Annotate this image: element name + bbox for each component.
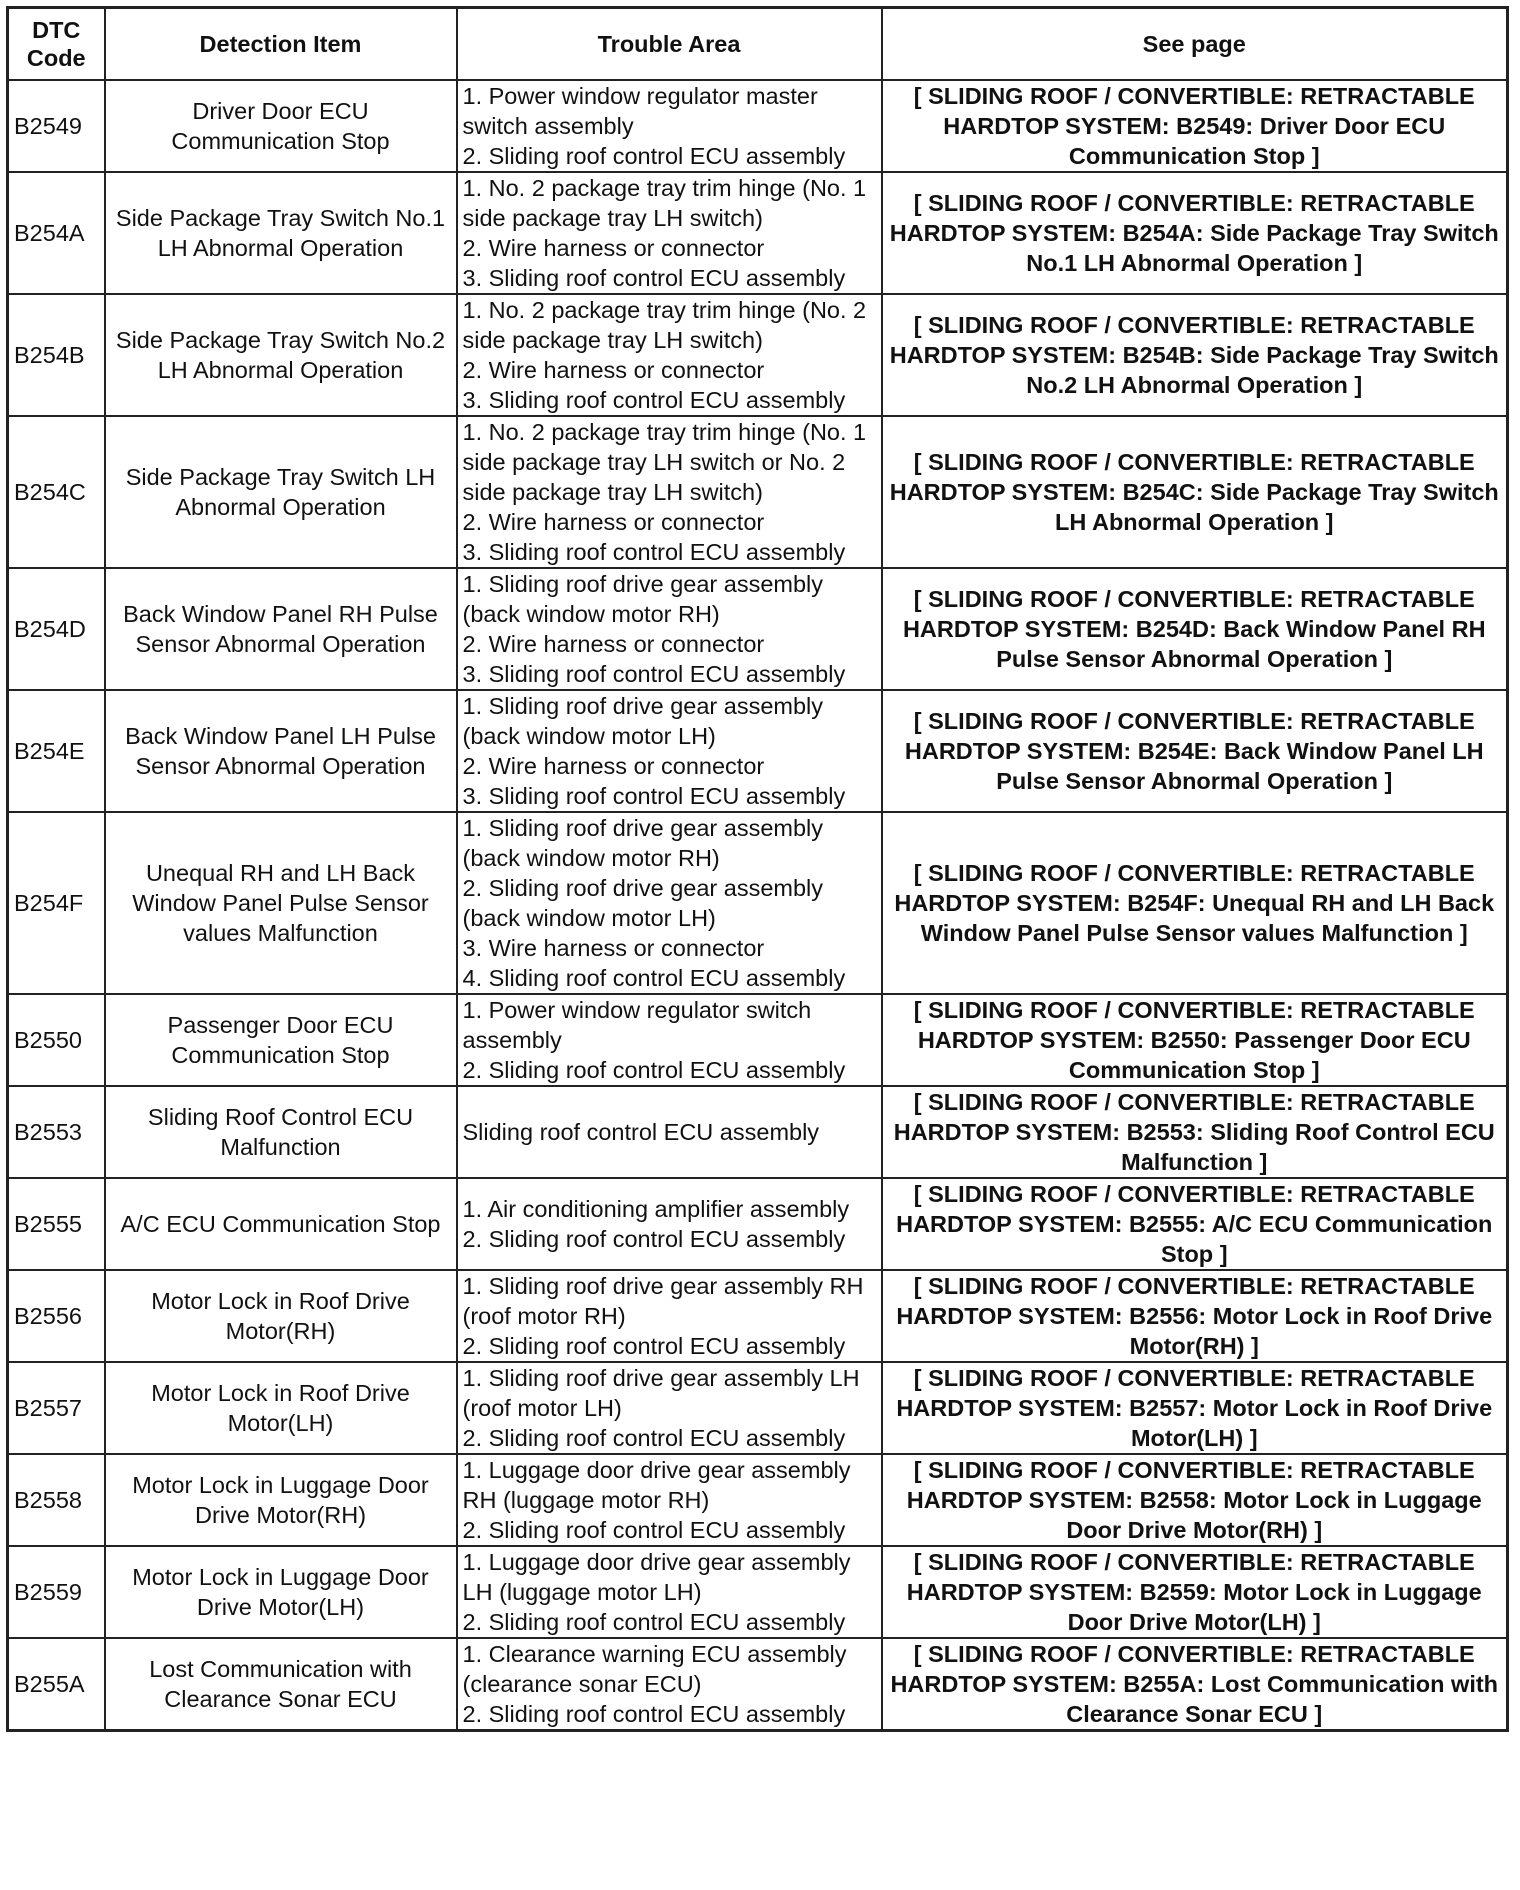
see-page-link[interactable]: [ SLIDING ROOF / CONVERTIBLE: RETRACTABLE HARDTOP SYSTEM: B254F: Unequal RH and LH Back Window Panel Pulse Sensor values Malfunction ] bbox=[882, 812, 1508, 994]
dtc-code-cell: B2550 bbox=[8, 994, 105, 1086]
trouble-area-cell: 1. Sliding roof drive gear assembly (back window motor RH) 2. Wire harness or connector 3. Sliding roof control ECU assembly bbox=[457, 568, 882, 690]
dtc-code-cell: B2549 bbox=[8, 80, 105, 172]
see-page-link[interactable]: [ SLIDING ROOF / CONVERTIBLE: RETRACTABLE HARDTOP SYSTEM: B254D: Back Window Panel RH Pulse Sensor Abnormal Operation ] bbox=[882, 568, 1508, 690]
table-row bbox=[8, 690, 1508, 812]
table-row bbox=[8, 1178, 1508, 1270]
dtc-code-cell: B2555 bbox=[8, 1178, 105, 1270]
table-row bbox=[8, 294, 1508, 416]
detection-item-cell: Side Package Tray Switch No.1 LH Abnormal Operation bbox=[105, 172, 457, 294]
trouble-area-cell: 1. Clearance warning ECU assembly (clearance sonar ECU) 2. Sliding roof control ECU assembly bbox=[457, 1638, 882, 1731]
dtc-code-cell: B255A bbox=[8, 1638, 105, 1731]
table-row bbox=[8, 172, 1508, 294]
detection-item-cell: Motor Lock in Luggage Door Drive Motor(RH) bbox=[105, 1454, 457, 1546]
see-page-link[interactable]: [ SLIDING ROOF / CONVERTIBLE: RETRACTABLE HARDTOP SYSTEM: B2558: Motor Lock in Luggage Door Drive Motor(RH) ] bbox=[882, 1454, 1508, 1546]
see-page-link[interactable]: [ SLIDING ROOF / CONVERTIBLE: RETRACTABLE HARDTOP SYSTEM: B254C: Side Package Tray Switch LH Abnormal Operation ] bbox=[882, 416, 1508, 568]
table-row bbox=[8, 1362, 1508, 1454]
trouble-area-cell: 1. Power window regulator master switch assembly 2. Sliding roof control ECU assembly bbox=[457, 80, 882, 172]
see-page-link[interactable]: [ SLIDING ROOF / CONVERTIBLE: RETRACTABLE HARDTOP SYSTEM: B255A: Lost Communication with Clearance Sonar ECU ] bbox=[882, 1638, 1508, 1731]
dtc-code-cell: B2553 bbox=[8, 1086, 105, 1178]
see-page-link[interactable]: [ SLIDING ROOF / CONVERTIBLE: RETRACTABLE HARDTOP SYSTEM: B2557: Motor Lock in Roof Drive Motor(LH) ] bbox=[882, 1362, 1508, 1454]
dtc-code-cell: B2556 bbox=[8, 1270, 105, 1362]
dtc-code-cell: B254A bbox=[8, 172, 105, 294]
detection-item-cell: Lost Communication with Clearance Sonar ECU bbox=[105, 1638, 457, 1731]
see-page-link[interactable]: [ SLIDING ROOF / CONVERTIBLE: RETRACTABLE HARDTOP SYSTEM: B2555: A/C ECU Communication Stop ] bbox=[882, 1178, 1508, 1270]
detection-item-cell: A/C ECU Communication Stop bbox=[105, 1178, 457, 1270]
detection-item-cell: Motor Lock in Luggage Door Drive Motor(LH) bbox=[105, 1546, 457, 1638]
detection-item-cell: Side Package Tray Switch No.2 LH Abnormal Operation bbox=[105, 294, 457, 416]
trouble-area-cell: 1. Sliding roof drive gear assembly (back window motor RH) 2. Sliding roof drive gear assembly (back window motor LH) 3. Wire harness or connector 4. Sliding roof control ECU assembly bbox=[457, 812, 882, 994]
detection-item-cell: Sliding Roof Control ECU Malfunction bbox=[105, 1086, 457, 1178]
detection-item-cell: Driver Door ECU Communication Stop bbox=[105, 80, 457, 172]
trouble-area-cell: 1. No. 2 package tray trim hinge (No. 1 side package tray LH switch or No. 2 side package tray LH switch) 2. Wire harness or connector 3. Sliding roof control ECU assembly bbox=[457, 416, 882, 568]
dtc-code-cell: B2557 bbox=[8, 1362, 105, 1454]
see-page-link[interactable]: [ SLIDING ROOF / CONVERTIBLE: RETRACTABLE HARDTOP SYSTEM: B254A: Side Package Tray Switch No.1 LH Abnormal Operation ] bbox=[882, 172, 1508, 294]
detection-item-cell: Back Window Panel RH Pulse Sensor Abnormal Operation bbox=[105, 568, 457, 690]
dtc-table bbox=[6, 6, 1509, 1732]
detection-item-cell: Back Window Panel LH Pulse Sensor Abnormal Operation bbox=[105, 690, 457, 812]
table-row bbox=[8, 812, 1508, 994]
table-row bbox=[8, 1086, 1508, 1178]
table-row bbox=[8, 1638, 1508, 1731]
trouble-area-cell: 1. Sliding roof drive gear assembly LH (roof motor LH) 2. Sliding roof control ECU assembly bbox=[457, 1362, 882, 1454]
table-row bbox=[8, 1454, 1508, 1546]
trouble-area-cell: Sliding roof control ECU assembly bbox=[457, 1086, 882, 1178]
detection-item-cell: Side Package Tray Switch LH Abnormal Operation bbox=[105, 416, 457, 568]
trouble-area-cell: 1. Luggage door drive gear assembly RH (luggage motor RH) 2. Sliding roof control ECU assembly bbox=[457, 1454, 882, 1546]
table-row bbox=[8, 416, 1508, 568]
see-page-link[interactable]: [ SLIDING ROOF / CONVERTIBLE: RETRACTABLE HARDTOP SYSTEM: B2556: Motor Lock in Roof Drive Motor(RH) ] bbox=[882, 1270, 1508, 1362]
see-page-link[interactable]: [ SLIDING ROOF / CONVERTIBLE: RETRACTABLE HARDTOP SYSTEM: B2553: Sliding Roof Control ECU Malfunction ] bbox=[882, 1086, 1508, 1178]
table-row bbox=[8, 994, 1508, 1086]
see-page-link[interactable]: [ SLIDING ROOF / CONVERTIBLE: RETRACTABLE HARDTOP SYSTEM: B2550: Passenger Door ECU Communication Stop ] bbox=[882, 994, 1508, 1086]
table-row bbox=[8, 1270, 1508, 1362]
table-row bbox=[8, 1546, 1508, 1638]
trouble-area-cell: 1. Power window regulator switch assembly 2. Sliding roof control ECU assembly bbox=[457, 994, 882, 1086]
dtc-code-cell: B2558 bbox=[8, 1454, 105, 1546]
header-detection-item: Detection Item bbox=[105, 8, 457, 81]
dtc-code-cell: B2559 bbox=[8, 1546, 105, 1638]
detection-item-cell: Unequal RH and LH Back Window Panel Pulse Sensor values Malfunction bbox=[105, 812, 457, 994]
trouble-area-cell: 1. No. 2 package tray trim hinge (No. 1 side package tray LH switch) 2. Wire harness or connector 3. Sliding roof control ECU assembly bbox=[457, 172, 882, 294]
header-trouble-area: Trouble Area bbox=[457, 8, 882, 81]
dtc-code-cell: B254D bbox=[8, 568, 105, 690]
trouble-area-cell: 1. Air conditioning amplifier assembly 2. Sliding roof control ECU assembly bbox=[457, 1178, 882, 1270]
header-dtc-code: DTC Code bbox=[8, 8, 105, 81]
table-header-row bbox=[8, 8, 1508, 81]
trouble-area-cell: 1. Sliding roof drive gear assembly RH (roof motor RH) 2. Sliding roof control ECU assembly bbox=[457, 1270, 882, 1362]
detection-item-cell: Passenger Door ECU Communication Stop bbox=[105, 994, 457, 1086]
dtc-code-cell: B254B bbox=[8, 294, 105, 416]
see-page-link[interactable]: [ SLIDING ROOF / CONVERTIBLE: RETRACTABLE HARDTOP SYSTEM: B2549: Driver Door ECU Communication Stop ] bbox=[882, 80, 1508, 172]
table-row bbox=[8, 80, 1508, 172]
detection-item-cell: Motor Lock in Roof Drive Motor(LH) bbox=[105, 1362, 457, 1454]
header-see-page: See page bbox=[882, 8, 1508, 81]
trouble-area-cell: 1. Sliding roof drive gear assembly (back window motor LH) 2. Wire harness or connector 3. Sliding roof control ECU assembly bbox=[457, 690, 882, 812]
table-row bbox=[8, 568, 1508, 690]
trouble-area-cell: 1. No. 2 package tray trim hinge (No. 2 side package tray LH switch) 2. Wire harness or connector 3. Sliding roof control ECU assembly bbox=[457, 294, 882, 416]
see-page-link[interactable]: [ SLIDING ROOF / CONVERTIBLE: RETRACTABLE HARDTOP SYSTEM: B2559: Motor Lock in Luggage Door Drive Motor(LH) ] bbox=[882, 1546, 1508, 1638]
dtc-code-cell: B254E bbox=[8, 690, 105, 812]
see-page-link[interactable]: [ SLIDING ROOF / CONVERTIBLE: RETRACTABLE HARDTOP SYSTEM: B254E: Back Window Panel LH Pulse Sensor Abnormal Operation ] bbox=[882, 690, 1508, 812]
see-page-link[interactable]: [ SLIDING ROOF / CONVERTIBLE: RETRACTABLE HARDTOP SYSTEM: B254B: Side Package Tray Switch No.2 LH Abnormal Operation ] bbox=[882, 294, 1508, 416]
detection-item-cell: Motor Lock in Roof Drive Motor(RH) bbox=[105, 1270, 457, 1362]
trouble-area-cell: 1. Luggage door drive gear assembly LH (luggage motor LH) 2. Sliding roof control ECU assembly bbox=[457, 1546, 882, 1638]
dtc-code-cell: B254C bbox=[8, 416, 105, 568]
dtc-code-cell: B254F bbox=[8, 812, 105, 994]
